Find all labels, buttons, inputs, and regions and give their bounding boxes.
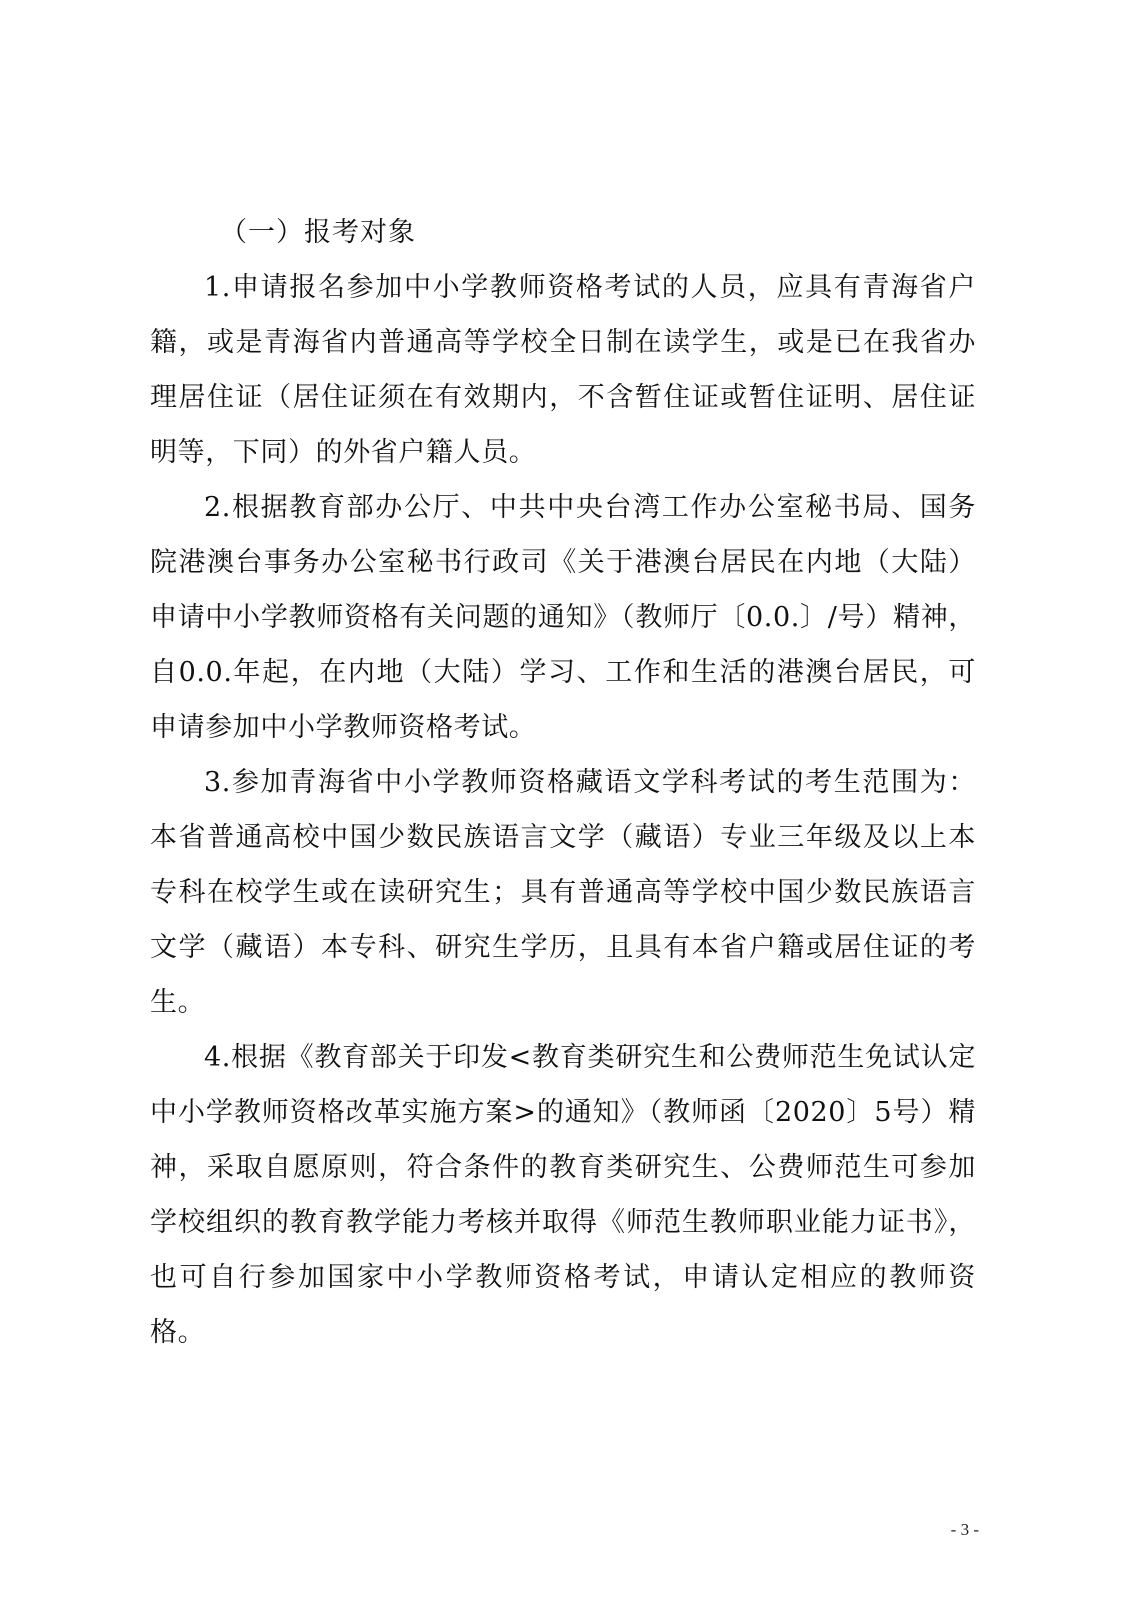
paragraph-1: 1.申请报名参加中小学教师资格考试的人员，应具有青海省户籍，或是青海省内普通高等学校全日制在读学生，或是已在我省办理居住证（居住证须在有效期内，不含暂住证或暂住证明、居住证明等，下同）的外省户籍人员。 xyxy=(150,272,976,468)
page-number: - 3 - xyxy=(950,1520,979,1539)
paragraph-3: 3.参加青海省中小学教师资格藏语文学科考试的考生范围为：本省普通高校中国少数民族语言文学（藏语）专业三年级及以上本专科在校学生或在读研究生；具有普通高等学校中国少数民族语言文学（藏语）本专科、研究生学历，且具有本省户籍或居住证的考生。 xyxy=(150,767,976,1018)
paragraph-2: 2.根据教育部办公厅、中共中央台湾工作办公室秘书局、国务院港澳台事务办公室秘书行政司《关于港澳台居民在内地（大陆）申请中小学教师资格有关问题的通知》（教师厅〔0.0.〕/号）精神，自0.0.年起，在内地（大陆）学习、工作和生活的港澳台居民，可申请参加中小学教师资格考试。 xyxy=(150,492,976,743)
document-body xyxy=(150,205,976,1360)
paragraph-4: 4.根据《教育部关于印发<教育类研究生和公费师范生免试认定中小学教师资格改革实施方案>的通知》（教师函〔2020〕5号）精神，采取自愿原则，符合条件的教育类研究生、公费师范生可参加学校组织的教育教学能力考核并取得《师范生教师职业能力证书》，也可自行参加国家中小学教师资格考试，申请认定相应的教师资格。 xyxy=(150,1042,976,1348)
section-heading: （一）报考对象 xyxy=(220,217,416,248)
